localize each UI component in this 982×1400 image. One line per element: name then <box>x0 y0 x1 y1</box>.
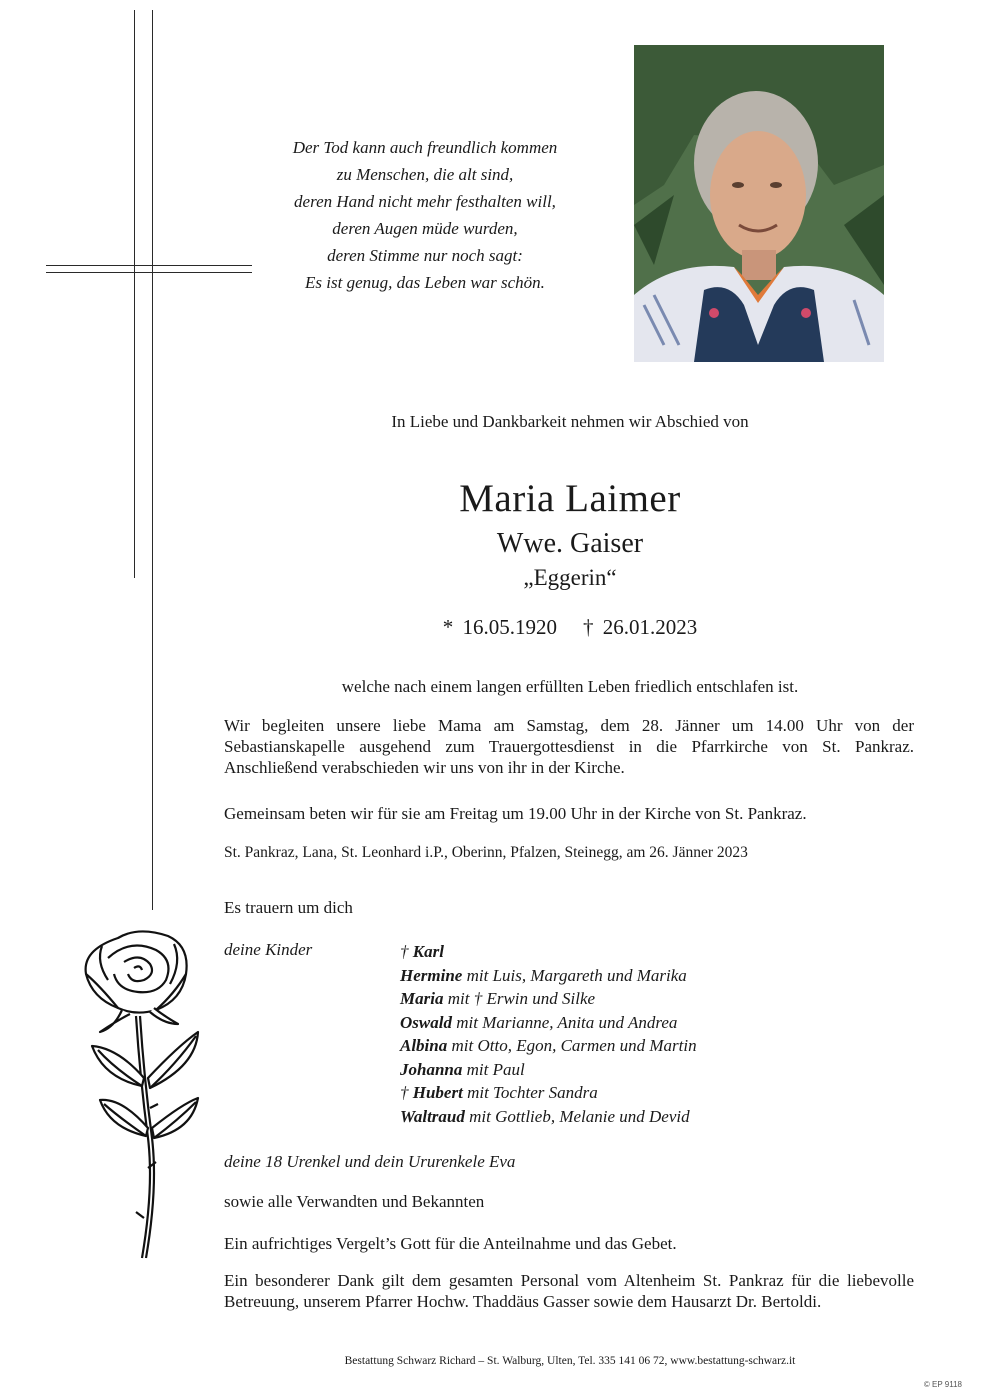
list-item: Oswald mit Marianne, Anita und Andrea <box>400 1012 678 1032</box>
list-item: Waltraud mit Gottlieb, Melanie und Devid <box>400 1106 690 1126</box>
intro-text: In Liebe und Dankbarkeit nehmen wir Abschied von <box>391 412 749 431</box>
deceased-subname: Wwe. Gaiser <box>496 528 644 559</box>
relatives-line: sowie alle Verwandten und Bekannten <box>224 1192 485 1211</box>
great-grandchildren-line: deine 18 Urenkel und dein Ururenkele Eva <box>224 1152 516 1171</box>
cross-vertical-line-long <box>152 10 153 910</box>
children-label: deine Kinder <box>224 940 313 959</box>
life-dates <box>160 615 980 640</box>
children-list <box>400 940 697 1128</box>
poem-line: zu Menschen, die alt sind, <box>336 165 514 184</box>
list-item: Johanna mit Paul <box>400 1059 525 1079</box>
sleep-line: welche nach einem langen erfüllten Leben friedlich entschlafen ist. <box>341 677 799 696</box>
poem-line: Es ist genug, das Leben war schön. <box>305 273 545 292</box>
list-item: † Hubert mit Tochter Sandra <box>400 1083 598 1102</box>
cross-vertical-line <box>134 10 135 578</box>
list-item: † Karl <box>400 942 444 961</box>
mourners-heading: Es trauern um dich <box>224 898 353 917</box>
cross-horizontal-line <box>46 265 252 266</box>
poem <box>230 134 620 296</box>
print-code: © EP 9118 <box>923 1380 962 1389</box>
deceased-nickname: „Eggerin“ <box>523 565 617 590</box>
list-item: Albina mit Otto, Egon, Carmen und Martin <box>400 1036 697 1055</box>
gratitude-line: Ein aufrichtiges Vergelt’s Gott für die Anteilnahme und das Gebet. <box>224 1234 677 1253</box>
portrait-photo <box>634 45 884 362</box>
list-item: Maria mit † Erwin und Silke <box>400 989 596 1008</box>
place-date-line: St. Pankraz, Lana, St. Leonhard i.P., Oberinn, Pfalzen, Steinegg, am 26. Jänner 2023 <box>224 844 748 861</box>
poem-line: deren Augen müde wurden, <box>332 219 518 238</box>
birth-date: * 16.05.1920 <box>442 615 557 639</box>
poem-line: deren Stimme nur noch sagt: <box>327 246 523 265</box>
funeral-info-paragraph: Wir begleiten unsere liebe Mama am Samstag, dem 28. Jänner um 14.00 Uhr von der Sebastianskapelle ausgehend zum Trauergottesdienst in die Pfarrkirche von St. Pankraz. Anschließend verabschieden wir uns von ihr in der Kirche. <box>224 716 914 777</box>
rose-icon <box>78 928 208 1268</box>
funeral-home-footer: Bestattung Schwarz Richard – St. Walburg, Ulten, Tel. 335 141 06 72, www.bestattung-schwarz.it <box>344 1355 796 1367</box>
poem-line: Der Tod kann auch freundlich kommen <box>292 138 558 157</box>
thanks-paragraph: Ein besonderer Dank gilt dem gesamten Personal vom Altenheim St. Pankraz für die liebevolle Betreuung, unserem Pfarrer Hochw. Thaddäus Gasser sowie dem Hausarzt Dr. Bertoldi. <box>224 1271 914 1311</box>
list-item: Hermine mit Luis, Margareth und Marika <box>400 965 687 985</box>
deceased-name: Maria Laimer <box>459 477 681 520</box>
cross-horizontal-line <box>46 272 252 273</box>
poem-line: deren Hand nicht mehr festhalten will, <box>294 192 556 211</box>
prayer-info-paragraph: Gemeinsam beten wir für sie am Freitag um 19.00 Uhr in der Kirche von St. Pankraz. <box>224 804 807 823</box>
death-date: † 26.01.2023 <box>583 615 698 639</box>
